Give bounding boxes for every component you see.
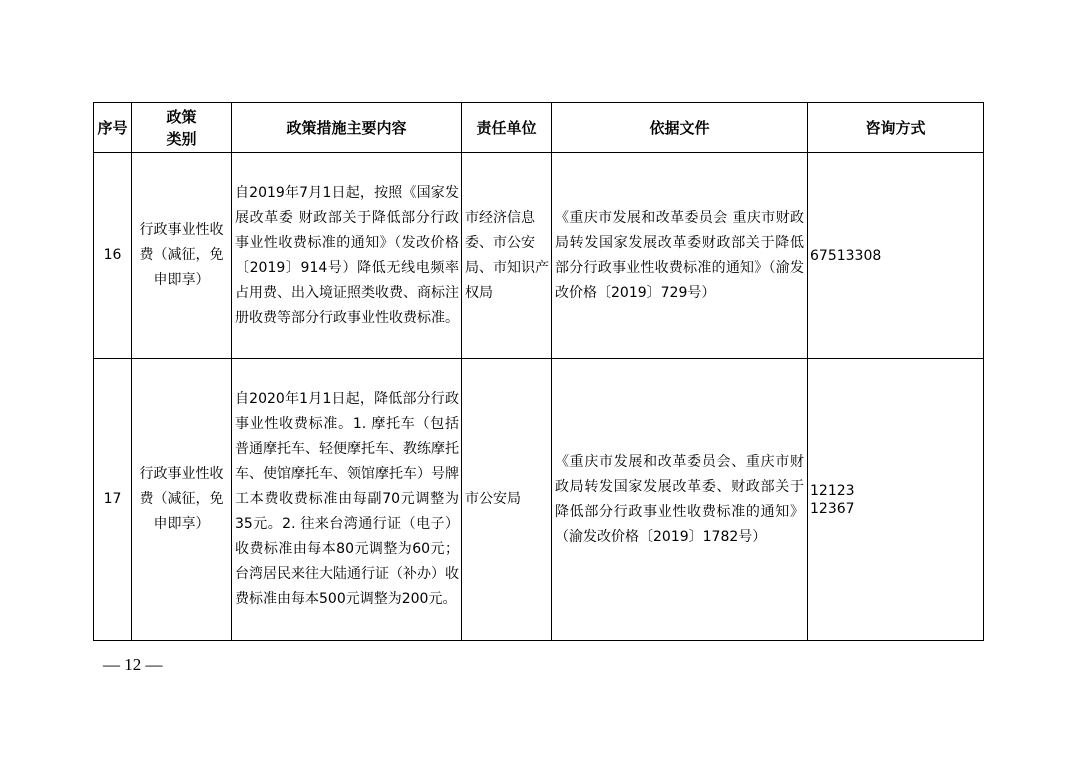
row-category: 行政事业性收费（减征，免申即享）: [132, 153, 232, 359]
row-content: 自2020年1月1日起，降低部分行政事业性收费标准。1. 摩托车（包括普通摩托车、轻便摩托车、教练摩托车、使馆摩托车、领馆摩托车）号牌工本费收费标准由每副70元调整为35元。2. 往来台湾通行证（电子）收费标准由每本80元调整为60元；台湾居民来往大陆通行证（补办）收费标准由每本500元调整为200元。: [232, 359, 462, 641]
header-contact: 咨询方式: [808, 103, 984, 153]
contact-number: 12367: [810, 500, 855, 517]
row-document: 《重庆市发展和改革委员会、重庆市财政局转发国家发展改革委、财政部关于降低部分行政事业性收费标准的通知》（渝发改价格〔2019〕1782号）: [552, 359, 808, 641]
row-contact: [808, 359, 984, 641]
header-category: 政策 类别: [132, 103, 232, 153]
header-unit: 责任单位: [462, 103, 552, 153]
policy-table: [93, 102, 984, 641]
row-contact: [808, 153, 984, 359]
row-document: 《重庆市发展和改革委员会 重庆市财政局转发国家发展改革委财政部关于降低部分行政事业性收费标准的通知》（渝发改价格〔2019〕729号）: [552, 153, 808, 359]
row-content: 自2019年7月1日起，按照《国家发展改革委 财政部关于降低部分行政事业性收费标准的通知》（发改价格〔2019〕914号）降低无线电频率占用费、出入境证照类收费、商标注册收费等部分行政事业性收费标准。: [232, 153, 462, 359]
contact-number: 12123: [810, 482, 855, 499]
contact-number: 67513308: [810, 247, 882, 264]
table-row: [94, 359, 984, 641]
header-seq: 序号: [94, 103, 132, 153]
page-number: — 12 —: [103, 655, 163, 674]
header-content: 政策措施主要内容: [232, 103, 462, 153]
row-unit: 市经济信息委、市公安局、市知识产权局: [462, 153, 552, 359]
row-unit: 市公安局: [462, 359, 552, 641]
row-seq: 16: [94, 153, 132, 359]
header-row: [94, 103, 984, 153]
header-document: 依据文件: [552, 103, 808, 153]
row-category: 行政事业性收费（减征，免申即享）: [132, 359, 232, 641]
row-seq: 17: [94, 359, 132, 641]
table-row: [94, 153, 984, 359]
